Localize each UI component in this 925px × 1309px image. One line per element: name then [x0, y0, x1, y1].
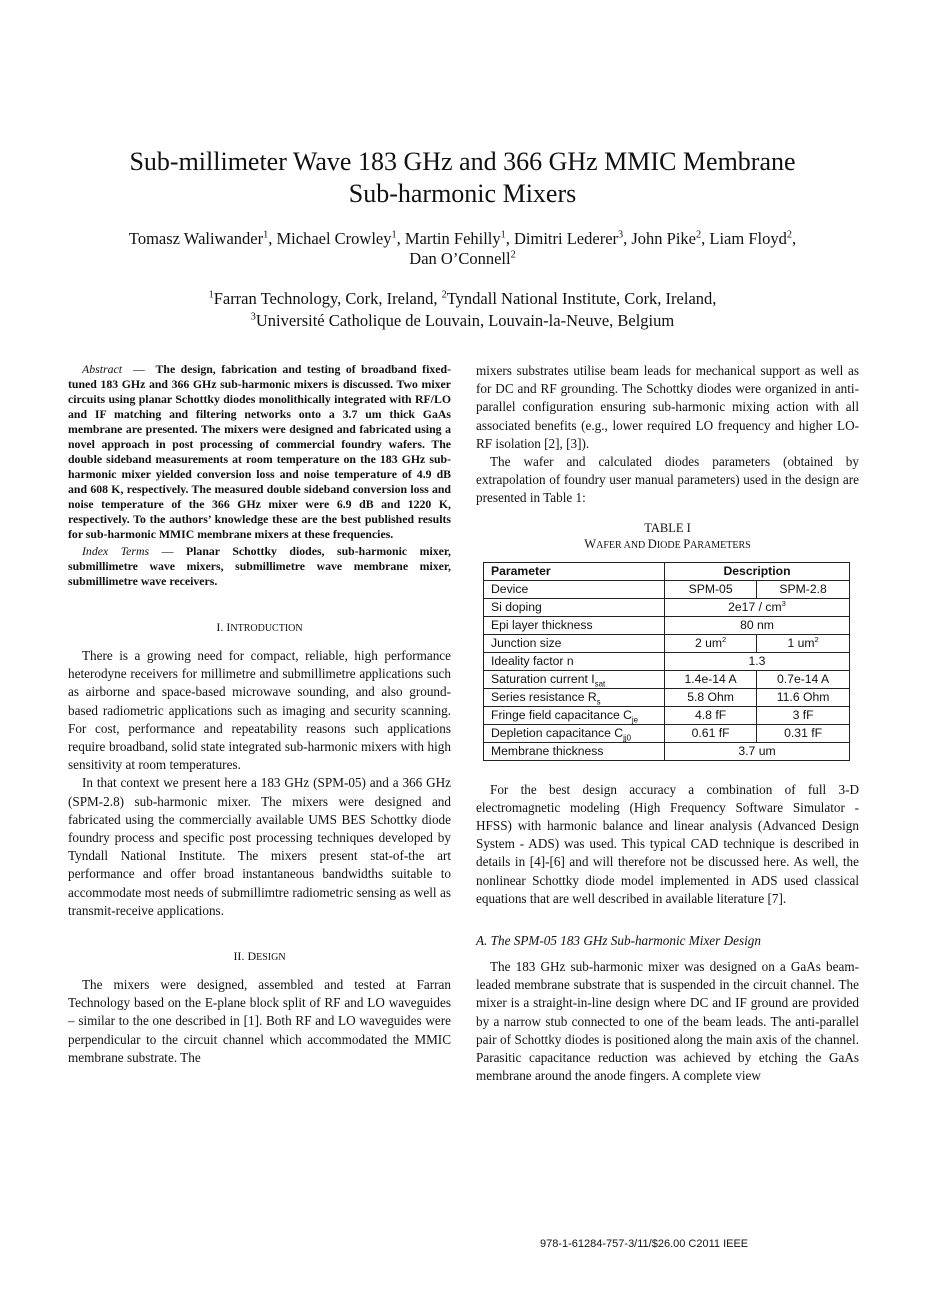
copyright-footer: 978-1-61284-757-3/11/$26.00 C2011 IEEE [540, 1238, 749, 1250]
table-cell: $2e17 / cm^3$ [665, 598, 850, 616]
author: Dimitri Lederer$^3$, [514, 229, 632, 248]
table-cell: 1 $um^2$ [757, 634, 850, 652]
table-cell: 1.4e-14 A [665, 670, 757, 688]
table-cell-label: Junction size [484, 634, 665, 652]
table-cell-label: Fringe field capacitance $C_{je}$ [484, 706, 665, 724]
affiliation-line-2: $^3$Université Catholique de Louvain, Louvain-la-Neuve, Belgium [250, 311, 675, 330]
table-row [484, 706, 850, 724]
subsection-heading-spm05: A. The SPM-05 183 GHz Sub-harmonic Mixer Design [476, 933, 761, 949]
table-cell-label: Epi layer thickness [484, 616, 665, 634]
author: Dan O’Connell$^2$ [409, 249, 516, 268]
author: Tomasz Waliwander$^1$, [128, 229, 277, 248]
left-column [68, 362, 451, 1067]
table-row [484, 670, 850, 688]
table-row [484, 724, 850, 742]
table-header-cell: Description [665, 562, 850, 580]
table-cell-label: Ideality factor n [484, 652, 665, 670]
paper-title [60, 146, 865, 210]
table-row [484, 598, 850, 616]
table-cell-label: Series resistance $R_s$ [484, 688, 665, 706]
table-cell-label: Depletion capacitance $C_{jj0}$ [484, 724, 665, 742]
affiliations [70, 288, 855, 332]
right-column [476, 362, 859, 1085]
table-cell: 0.7e-14 A [757, 670, 850, 688]
table-row [484, 580, 850, 598]
table-cell: SPM-05 [665, 580, 757, 598]
table-header-row [484, 562, 850, 580]
subsection-paragraph-1: The 183 GHz sub-harmonic mixer was designed on a GaAs beam-leaded membrane substrate that is suspended in the circuit channel. The mixer is a straight-in-line design where DC and IF ground are provided by a narrow stub connected to one of the beam leads. The anti-parallel pair of Schottky diodes is positioned along the main axis of the channel. Parasitic capacitance reduction was achieved by etching the GaAs membrane around the anode fingers. A complete view [476, 959, 859, 1084]
abstract: Abstract — The design, fabrication and testing of broadband fixed-tuned 183 GHz and 366 GHz sub-harmonic mixers is discussed. Two mixer circuits using planar Schottky diodes monolithically integrated with RF/LO and IF matching and filtering networks onto a 3.7 um thick GaAs membrane are presented. The mixers were designed and fabricated using a novel approach in post processing of commercial foundry wafers. The double sideband measurements at room temperature on the 183 GHz sub-harmonic mixer yielded conversion loss and noise temperature of 4.9 dB and 608 K, respectively. The measured double sideband conversion loss and noise temperature of the 366 GHz mixer were 6.9 dB and 1220 K, respectively. To the authors’ knowledge these are the best published results for sub-harmonic MMIC membrane mixers at these frequencies. [68, 362, 451, 541]
table-cell: 3.7 um [665, 742, 850, 760]
table-cell: SPM-2.8 [757, 580, 850, 598]
table-cell: 2 $um^2$ [665, 634, 757, 652]
affiliation-line-1: $^1$Farran Technology, Cork, Ireland, $^2$Tyndall National Institute, Cork, Ireland, [208, 289, 717, 308]
table-cell: 4.8 fF [665, 706, 757, 724]
table-cell: 5.8 Ohm [665, 688, 757, 706]
table-caption-title: WAFER AND DIODE PARAMETERS [584, 536, 751, 551]
design-paragraph-1: The mixers were designed, assembled and tested at Farran Technology based on the E-plane block split of RF and LO waveguides – similar to the one described in [1]. Both RF and LO waveguides were perpendicular to the circuit channel which accommodated the MMIC membrane substrate. The [68, 977, 451, 1065]
section-heading-introduction: I. INTRODUCTION [216, 620, 303, 634]
author-list [70, 229, 855, 269]
table-cell-label: Device [484, 580, 665, 598]
table-cell: 11.6 Ohm [757, 688, 850, 706]
table-cell: 3 fF [757, 706, 850, 724]
table-cell-label: Si doping [484, 598, 665, 616]
author: Martin Fehilly$^1$, [404, 229, 515, 248]
table-row [484, 688, 850, 706]
title-line-2: Sub-harmonic Mixers [348, 179, 577, 208]
wafer-diode-parameters-table [483, 562, 850, 761]
table-cell: 80 nm [665, 616, 850, 634]
intro-paragraph-1: There is a growing need for compact, reliable, high performance heterodyne receivers for millimetre and submillimetre applications such as airborne and space-based microwave sounding, and also ground-based radiometric applications such as imaging and security scanning. For cost, performance and repeatability reasons such applications require broadband, solid state integrated sub-harmonic mixers with high sensitivity at room temperatures. [68, 648, 451, 773]
table-row [484, 652, 850, 670]
table-cell: 0.61 fF [665, 724, 757, 742]
author: Liam Floyd$^2$, [709, 229, 797, 248]
table-row [484, 742, 850, 760]
index-terms: Index Terms — Planar Schottky diodes, sub-harmonic mixer, submillimetre wave mixers, submillimetre wave membrane mixer, submillimetre wave receivers. [68, 544, 451, 588]
author: Michael Crowley$^1$, [276, 229, 405, 248]
table-cell-label: Saturation current $I_{sat}$ [484, 670, 665, 688]
table-row [484, 634, 850, 652]
table-cell: 0.31 fF [757, 724, 850, 742]
table-cell: 1.3 [665, 652, 850, 670]
section-heading-design: II. DESIGN [233, 949, 286, 964]
table-header-cell: Parameter [484, 562, 665, 580]
intro-paragraph-2: In that context we present here a 183 GHz (SPM-05) and a 366 GHz (SPM-2.8) sub-harmonic mixer. The mixers were designed and fabricated using the commercially available UMS BES Schottky diode foundry process and specific post processing techniques developed by Tyndall National Institute. The mixers present stat-of-the art performance and offer broad instantaneous bandwidths suitable to accommodate most needs of submillimtre radiometric sensing as well as transmit-receive applications. [68, 775, 451, 918]
table-row [484, 616, 850, 634]
design-paragraph-2: The wafer and calculated diodes parameters (obtained by extrapolation of foundry user manual parameters) used in the design are presented in Table 1: [476, 454, 859, 506]
design-paragraph-3: For the best design accuracy a combination of full 3-D electromagnetic modeling (High Frequency Software Simulator - HFSS) with harmonic balance and linear analysis (Advanced Design System - ADS) was used. This typical CAD technique is described in details in [4]-[6] and will therefore not be discussed here. As well, the nonlinear Schottky diode model implemented in ADS used classical equations that are well described in available literature [7]. [476, 781, 859, 906]
design-paragraph-1-continued: mixers substrates utilise beam leads for mechanical support as well as for DC and RF grounding. The Schottky diodes were organized in anti-parallel configuration ensuring sub-harmonic mixing action with all associated benefits (e.g., lower required LO frequency and higher LO-RF isolation [2], [3]). [476, 363, 859, 451]
table-caption-number: TABLE I [644, 520, 691, 535]
table-cell-label: Membrane thickness [484, 742, 665, 760]
author: John Pike$^2$, [631, 229, 710, 248]
title-line-1: Sub-millimeter Wave 183 GHz and 366 GHz MMIC Membrane [129, 147, 796, 176]
